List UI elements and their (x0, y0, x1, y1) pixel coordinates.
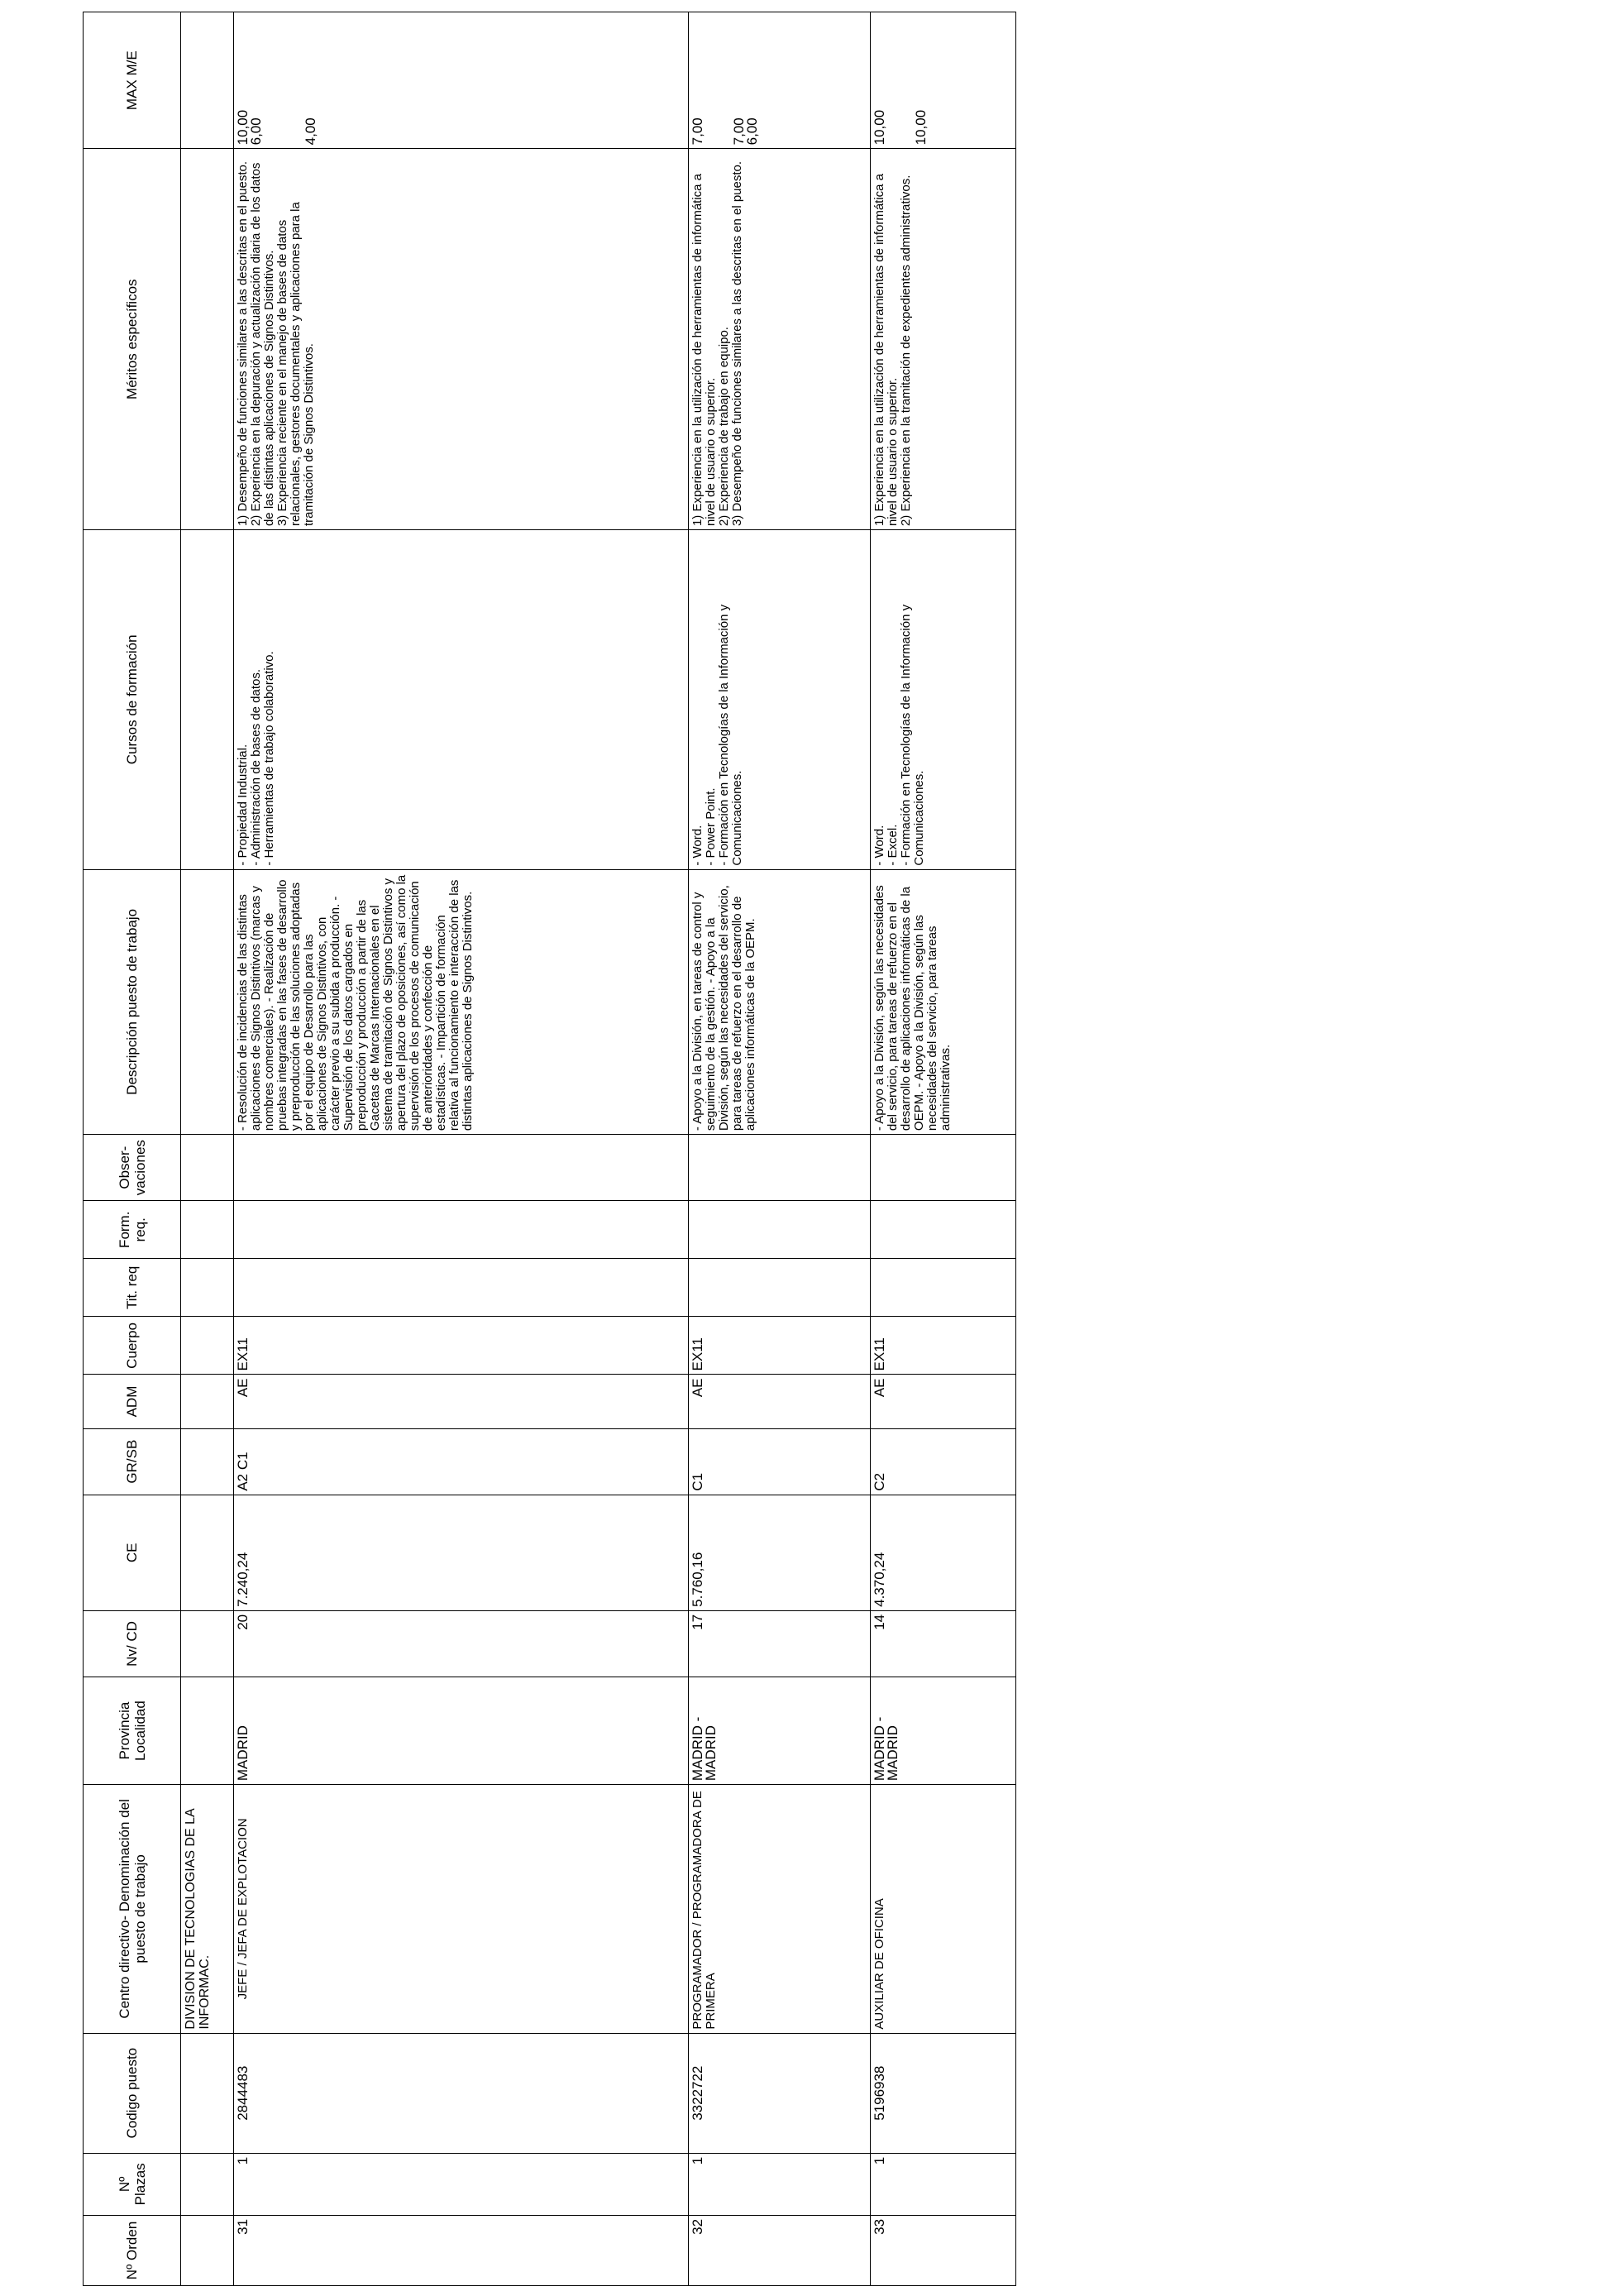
header-form: Form. req. (84, 1201, 181, 1259)
merito-item: 2) Experiencia en la depuración y actualización diaria de los datos de las distintas aplicaciones de Signos Distintivos. (249, 162, 276, 527)
table-row (689, 12, 871, 2286)
rotated-page (83, 12, 1015, 2286)
header-orden: Nº Orden (84, 2215, 181, 2285)
cuerpo-cell: EX11 (234, 1317, 689, 1375)
curso-item: - Word. (690, 825, 705, 866)
header-meritos: Méritos específicos (84, 149, 181, 530)
max-value: 10,00 (913, 109, 929, 146)
header-cuerpo: Cuerpo (84, 1317, 181, 1375)
max-value: 7,00 (690, 117, 705, 146)
grupo-cell: C1 (689, 1428, 871, 1495)
curso-item: - Formación en Tecnologías de la Información y Comunicaciones. (899, 604, 926, 866)
tit-cell (234, 1259, 689, 1317)
ce-cell: 7.240,24 (234, 1495, 689, 1610)
codigo-cell: 3322722 (689, 2033, 871, 2153)
observaciones-cell (871, 1135, 1016, 1201)
header-row (84, 12, 181, 2286)
max-value: 4,00 (303, 117, 318, 146)
header-grupo: GR/SB (84, 1428, 181, 1495)
descripcion-cell: - Apoyo a la División, según las necesidades del servicio, para tareas de refuerzo en el desarrollo de aplicaciones informáticas de la OEPM. - Apoyo a la División, según las necesidades del servicio, para tareas administrativas. (871, 869, 1016, 1134)
max-cell (871, 12, 1016, 149)
header-cursos: Cursos de formación (84, 530, 181, 870)
adm-cell: AE (234, 1375, 689, 1428)
meritos-cell (234, 149, 689, 530)
grupo-cell: C2 (871, 1428, 1016, 1495)
cuerpo-cell: EX11 (689, 1317, 871, 1375)
plazas-cell: 1 (234, 2153, 689, 2215)
meritos-cell (689, 149, 871, 530)
meritos-cell (871, 149, 1016, 530)
descripcion-cell: - Apoyo a la División, en tareas de control y seguimiento de la gestión. - Apoyo a la División, según las necesidades del servicio, para tareas de refuerzo en el desarrollo de aplicaciones informáticas de la OEPM. (689, 869, 871, 1134)
form-cell (234, 1201, 689, 1259)
header-centro: Centro directivo- Denominación del puesto de trabajo (84, 1785, 181, 2033)
merito-item: 2) Experiencia de trabajo en equipo. (717, 327, 731, 527)
puesto-cell: AUXILIAR DE OFICINA (871, 1785, 1016, 2033)
job-positions-table (83, 12, 1016, 2286)
max-value: 7,00 (731, 117, 747, 146)
max-value: 10,00 (235, 109, 251, 146)
max-value: 6,00 (248, 117, 264, 146)
grupo-cell: A2 C1 (234, 1428, 689, 1495)
orden-cell: 33 (871, 2215, 1016, 2285)
plazas-cell: 1 (689, 2153, 871, 2215)
provincia-cell: MADRID - MADRID (689, 1677, 871, 1784)
max-value: 10,00 (872, 109, 887, 146)
header-observaciones: Obser- vaciones (84, 1135, 181, 1201)
header-ce: CE (84, 1495, 181, 1610)
table-row (871, 12, 1016, 2286)
adm-cell: AE (871, 1375, 1016, 1428)
curso-item: - Word. (872, 825, 886, 866)
form-cell (871, 1201, 1016, 1259)
observaciones-cell (689, 1135, 871, 1201)
form-cell (689, 1201, 871, 1259)
merito-item: 1) Experiencia en la utilización de herramientas de informática a nivel de usuario o superior. (872, 173, 900, 527)
header-codigo: Codigo puesto (84, 2033, 181, 2153)
cursos-cell (871, 530, 1016, 870)
curso-item: - Propiedad Industrial. (236, 744, 250, 866)
header-adm: ADM (84, 1375, 181, 1428)
curso-item: - Administración de bases de datos. (249, 668, 263, 866)
division-row (181, 12, 234, 2286)
cursos-cell (689, 530, 871, 870)
division-name: DIVISION DE TECNOLOGIAS DE LA INFORMAC. (181, 1785, 234, 2033)
orden-cell: 31 (234, 2215, 689, 2285)
codigo-cell: 5196938 (871, 2033, 1016, 2153)
max-cell (689, 12, 871, 149)
table-row (234, 12, 689, 2286)
descripcion-cell: - Resolución de incidencias de las distintas aplicaciones de Signos Distintivos (marcas y nombres comerciales). - Realización de pruebas integradas en las fases de desarrollo y preproducción de las soluciones adoptadas por el equipo de Desarrollo para las aplicaciones de Signos Distintivos, con carácter previo a su subida a producción. - Supervisión de los datos cargados en preproducción y producción a partir de las Gacetas de Marcas Internacionales en el sistema de tramitación de Signos Distintivos y apertura del plazo de oposiciones, así como la supervisión de los procesos de comunicación de anterioridades y confección de estadísticas. - Impartición de formación relativa al funcionamiento e interacción de las distintas aplicaciones de Signos Distintivos. (234, 869, 689, 1134)
puesto-cell: JEFE / JEFA DE EXPLOTACION (234, 1785, 689, 2033)
tit-cell (871, 1259, 1016, 1317)
header-nivel: Nv/ CD (84, 1610, 181, 1677)
curso-item: - Formación en Tecnologías de la Información y Comunicaciones. (717, 604, 744, 866)
cursos-cell (234, 530, 689, 870)
nivel-cell: 17 (689, 1610, 871, 1677)
header-descripcion: Descripción puesto de trabajo (84, 869, 181, 1134)
max-cell (234, 12, 689, 149)
codigo-cell: 2844483 (234, 2033, 689, 2153)
header-tit: Tit. req (84, 1259, 181, 1317)
max-value: 6,00 (744, 117, 760, 146)
adm-cell: AE (689, 1375, 871, 1428)
orden-cell: 32 (689, 2215, 871, 2285)
nivel-cell: 14 (871, 1610, 1016, 1677)
ce-cell: 4.370,24 (871, 1495, 1016, 1610)
ce-cell: 5.760,16 (689, 1495, 871, 1610)
merito-item: 1) Desempeño de funciones similares a las descritas en el puesto. (236, 160, 250, 527)
merito-item: 3) Desempeño de funciones similares a las descritas en el puesto. (730, 160, 744, 527)
curso-item: - Power Point. (704, 787, 718, 866)
nivel-cell: 20 (234, 1610, 689, 1677)
plazas-cell: 1 (871, 2153, 1016, 2215)
cuerpo-cell: EX11 (871, 1317, 1016, 1375)
puesto-cell: PROGRAMADOR / PROGRAMADORA DE PRIMERA (689, 1785, 871, 2033)
curso-item: - Excel. (886, 824, 900, 866)
header-provincia: Provincia Localidad (84, 1677, 181, 1784)
provincia-cell: MADRID - MADRID (871, 1677, 1016, 1784)
merito-item: 2) Experiencia en la tramitación de expedientes administrativos. (899, 175, 913, 527)
merito-item: 1) Experiencia en la utilización de herramientas de informática a nivel de usuario o superior. (690, 173, 718, 527)
header-plazas: Nº Plazas (84, 2153, 181, 2215)
merito-item: 3) Experiencia reciente en el manejo de bases de datos relacionales, gestores documentales y aplicaciones para la tramitación de Signos Distintivos. (275, 202, 316, 527)
curso-item: - Herramientas de trabajo colaborativo. (262, 651, 276, 866)
header-max: MAX M/E (84, 12, 181, 149)
tit-cell (689, 1259, 871, 1317)
provincia-cell: MADRID (234, 1677, 689, 1784)
observaciones-cell (234, 1135, 689, 1201)
